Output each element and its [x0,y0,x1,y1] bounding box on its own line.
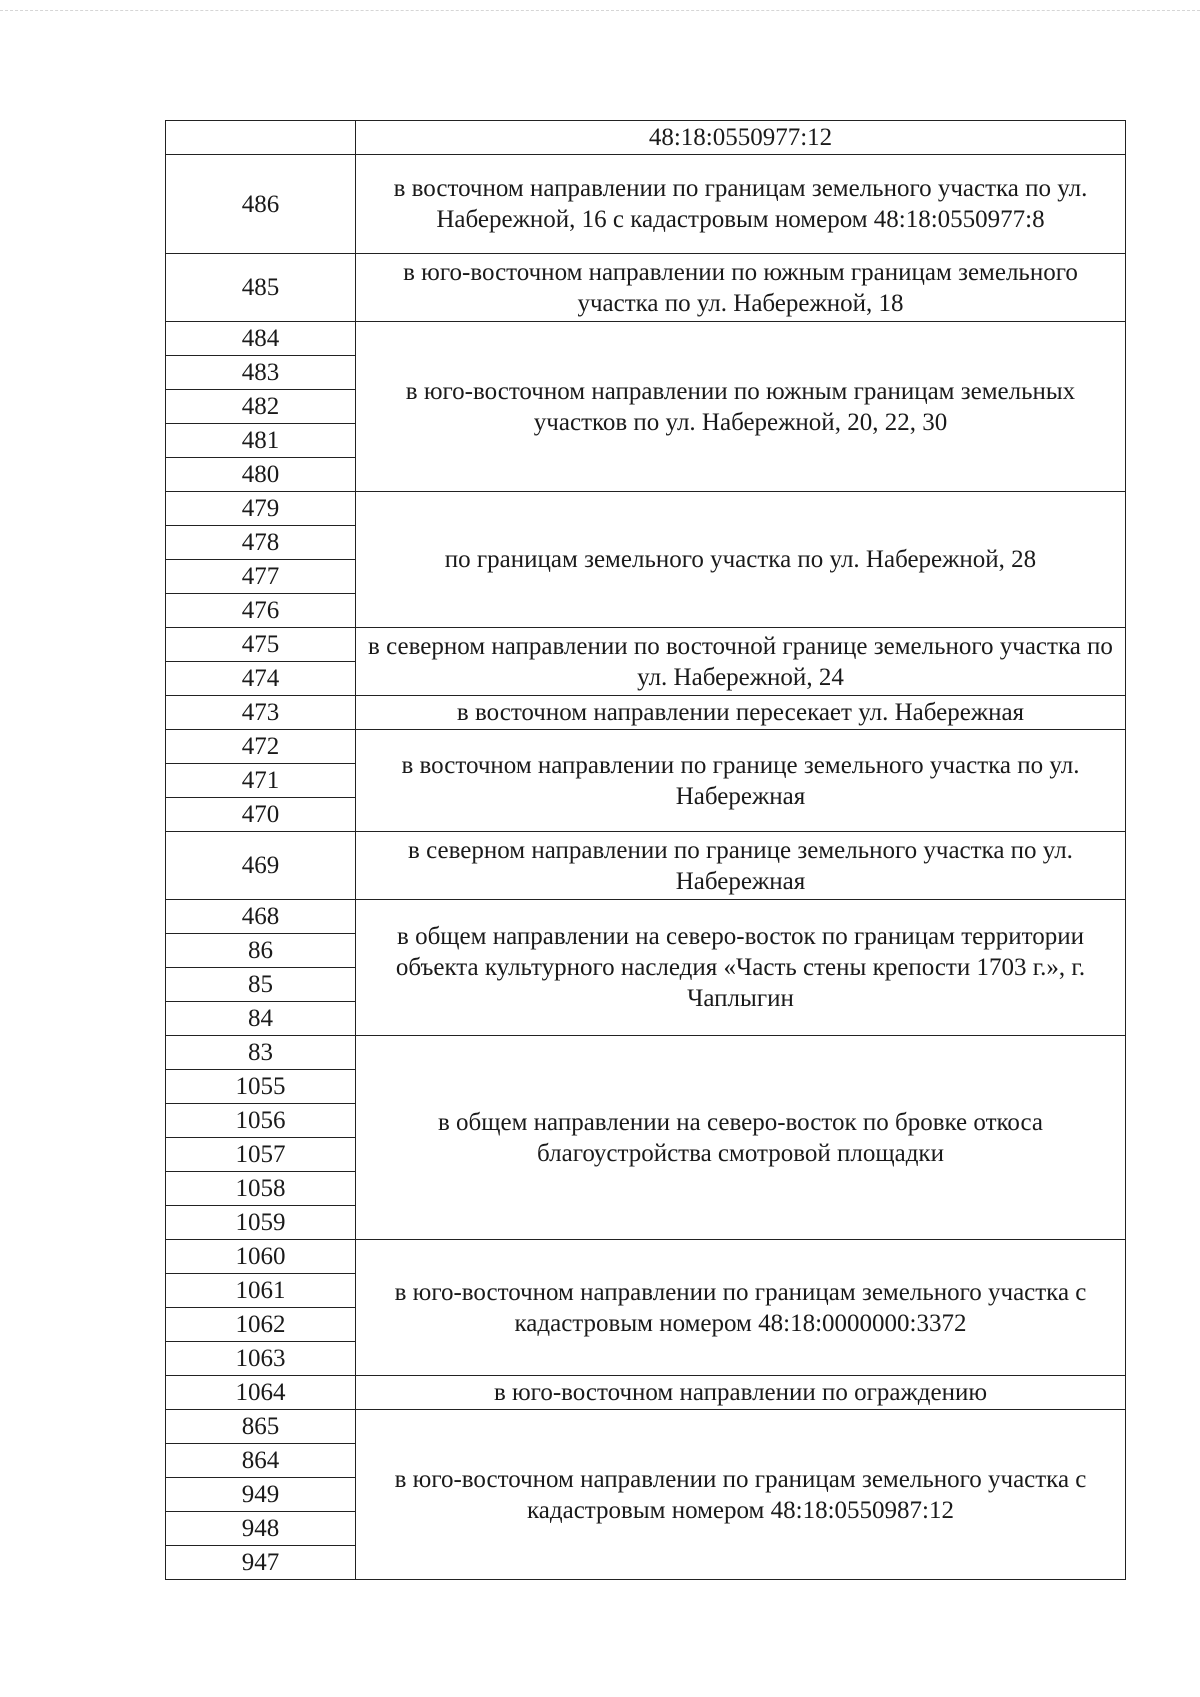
point-number-cell: 84 [166,1002,356,1036]
table-row [166,730,1126,764]
boundary-description-cell: в восточном направлении по границам земельного участка по ул. Набережной, 16 с кадастровым номером 48:18:0550977:8 [356,155,1126,254]
point-number-cell: 949 [166,1478,356,1512]
boundary-description-cell: в юго-восточном направлении по границам земельного участка с кадастровым номером 48:18:0550987:12 [356,1410,1126,1580]
point-number-cell: 865 [166,1410,356,1444]
point-number-cell: 477 [166,560,356,594]
boundary-description-cell: в юго-восточном направлении по южным границам земельных участков по ул. Набережной, 20, 22, 30 [356,322,1126,492]
point-number-cell: 474 [166,662,356,696]
point-number-cell: 471 [166,764,356,798]
boundary-description-cell: по границам земельного участка по ул. Набережной, 28 [356,492,1126,628]
point-number-cell: 470 [166,798,356,832]
point-number-cell: 478 [166,526,356,560]
point-number-cell: 1056 [166,1104,356,1138]
scan-edge [0,10,1200,11]
point-number-cell [166,121,356,155]
table-row [166,254,1126,322]
boundary-description-table [165,120,1126,1580]
point-number-cell: 947 [166,1546,356,1580]
point-number-cell: 1064 [166,1376,356,1410]
boundary-description-cell: в юго-восточном направлении по границам земельного участка с кадастровым номером 48:18:0000000:3372 [356,1240,1126,1376]
boundary-description-cell: в общем направлении на северо-восток по границам территории объекта культурного наследия «Часть стены крепости 1703 г.», г. Чаплыгин [356,900,1126,1036]
table-row [166,1410,1126,1444]
point-number-cell: 1057 [166,1138,356,1172]
point-number-cell: 480 [166,458,356,492]
point-number-cell: 948 [166,1512,356,1546]
point-number-cell: 476 [166,594,356,628]
point-number-cell: 482 [166,390,356,424]
point-number-cell: 483 [166,356,356,390]
boundary-description-cell: в восточном направлении пересекает ул. Набережная [356,696,1126,730]
table-row [166,1036,1126,1070]
point-number-cell: 1061 [166,1274,356,1308]
point-number-cell: 1062 [166,1308,356,1342]
point-number-cell: 85 [166,968,356,1002]
boundary-description-cell: в общем направлении на северо-восток по бровке откоса благоустройства смотровой площадки [356,1036,1126,1240]
boundary-description-cell: в северном направлении по границе земельного участка по ул. Набережная [356,832,1126,900]
point-number-cell: 1058 [166,1172,356,1206]
point-number-cell: 486 [166,155,356,254]
table-row [166,155,1126,254]
point-number-cell: 1059 [166,1206,356,1240]
point-number-cell: 86 [166,934,356,968]
table-row [166,492,1126,526]
point-number-cell: 472 [166,730,356,764]
point-number-cell: 1060 [166,1240,356,1274]
table-row [166,1240,1126,1274]
table-row [166,900,1126,934]
boundary-description-cell: 48:18:0550977:12 [356,121,1126,155]
table-row [166,832,1126,900]
point-number-cell: 469 [166,832,356,900]
table-row [166,628,1126,662]
table-row [166,121,1126,155]
point-number-cell: 1055 [166,1070,356,1104]
table-row [166,696,1126,730]
boundary-description-cell: в юго-восточном направлении по ограждению [356,1376,1126,1410]
point-number-cell: 83 [166,1036,356,1070]
point-number-cell: 864 [166,1444,356,1478]
point-number-cell: 1063 [166,1342,356,1376]
boundary-description-cell: в северном направлении по восточной границе земельного участка по ул. Набережной, 24 [356,628,1126,696]
point-number-cell: 479 [166,492,356,526]
table-row [166,1376,1126,1410]
point-number-cell: 484 [166,322,356,356]
point-number-cell: 475 [166,628,356,662]
point-number-cell: 473 [166,696,356,730]
boundary-description-cell: в восточном направлении по границе земельного участка по ул. Набережная [356,730,1126,832]
point-number-cell: 481 [166,424,356,458]
point-number-cell: 485 [166,254,356,322]
table-row [166,322,1126,356]
boundary-description-cell: в юго-восточном направлении по южным границам земельного участка по ул. Набережной, 18 [356,254,1126,322]
point-number-cell: 468 [166,900,356,934]
